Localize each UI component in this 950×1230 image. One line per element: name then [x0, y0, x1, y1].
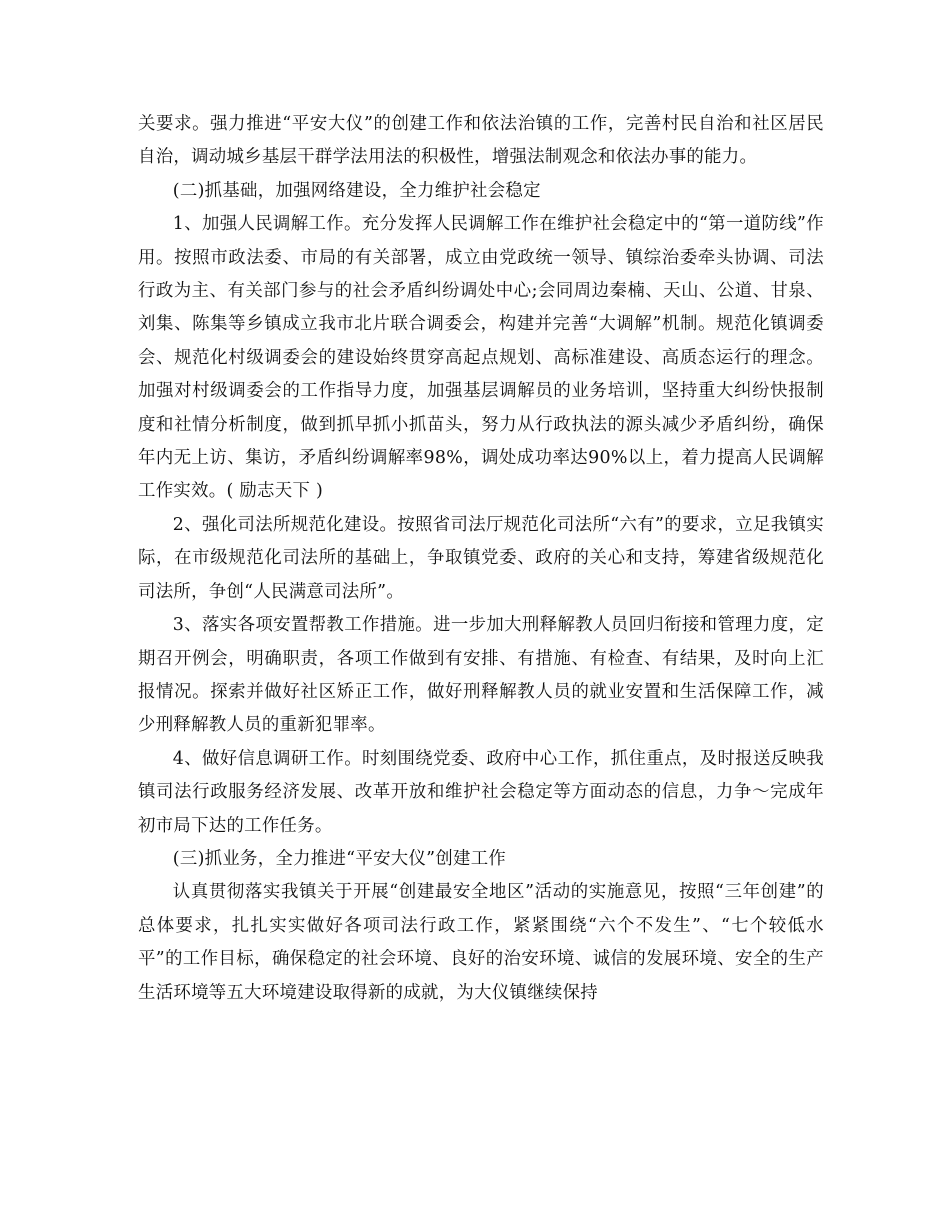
section-heading-3: (三)抓业务，全力推进“平安大仪”创建工作	[172, 848, 507, 869]
paragraph-information: 4、做好信息调研工作。时刻围绕党委、政府中心工作，抓住重点，及时报送反映我镇司法行政服务经济发展、改革开放和维护社会稳定等方面动态的信息，力争～完成年初市局下达的工作任务。	[138, 748, 824, 836]
paragraph-judicial-office: 2、强化司法所规范化建设。按照省司法厅规范化司法所“六有”的要求，立足我镇实际，在市级规范化司法所的基础上，争取镇党委、政府的关心和支持，筹建省级规范化司法所，争创“人民满意司法所”。	[138, 514, 824, 602]
paragraph-resettlement: 3、落实各项安置帮教工作措施。进一步加大刑释解教人员回归衔接和管理力度，定期召开例会，明确职责，各项工作做到有安排、有措施、有检查、有结果，及时向上汇报情况。探索并做好社区矫正工作，做好刑释解教人员的就业安置和生活保障工作，减少刑释解教人员的重新犯罪率。	[138, 615, 824, 736]
paragraph-safe-area: 认真贯彻落实我镇关于开展“创建最安全地区”活动的实施意见，按照“三年创建”的总体要求，扎扎实实做好各项司法行政工作，紧紧围绕“六个不发生”、“七个较低水平”的工作目标，确保稳定的社会环境、良好的治安环境、诚信的发展环境、安全的生产生活环境等五大环境建设取得新的成就，为大仪镇继续保持	[138, 882, 824, 1003]
document-page	[138, 108, 824, 1010]
paragraph-mediation: 1、加强人民调解工作。充分发挥人民调解工作在维护社会稳定中的“第一道防线”作用。按照市政法委、市局的有关部署，成立由党政统一领导、镇综治委牵头协调、司法行政为主、有关部门参与的社会矛盾纠纷调处中心;会同周边秦楠、天山、公道、甘泉、刘集、陈集等乡镇成立我市北片联合调委会，构建并完善“大调解”机制。规范化镇调委会、规范化村级调委会的建设始终贯穿高起点规划、高标准建设、高质态运行的理念。加强对村级调委会的工作指导力度，加强基层调解员的业务培训，坚持重大纠纷快报制度和社情分析制度，做到抓早抓小抓苗头，努力从行政执法的源头减少矛盾纠纷，确保年内无上访、集访，矛盾纠纷调解率98%，调处成功率达90%以上，着力提高人民调解工作实效。( 励志天下 )	[138, 214, 824, 502]
section-heading-2: (二)抓基础，加强网络建设，全力维护社会稳定	[172, 180, 541, 201]
paragraph-continuation: 关要求。强力推进“平安大仪”的创建工作和依法治镇的工作，完善村民自治和社区居民自治，调动城乡基层干群学法用法的积极性，增强法制观念和依法办事的能力。	[138, 114, 824, 168]
